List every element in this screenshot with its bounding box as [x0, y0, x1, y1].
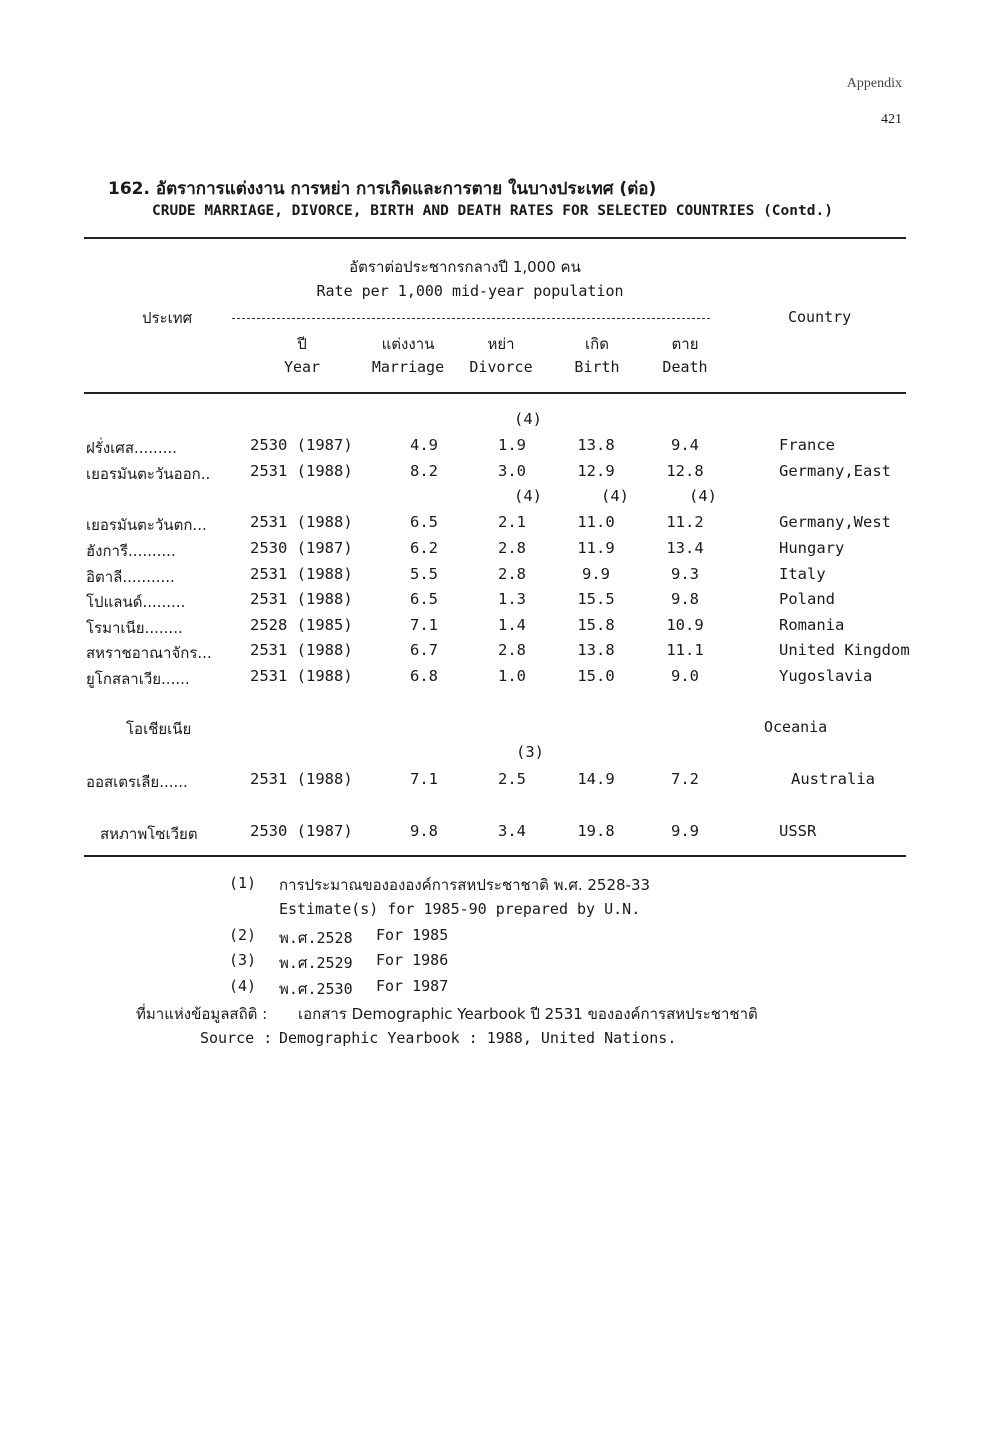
marriage-rate-cell: 9.8 [410, 822, 438, 840]
table-title-thai: 162. อัตราการแต่งงาน การหย่า การเกิดและการตาย ในบางประเทศ (ต่อ) [108, 179, 657, 199]
col-year-thai: ปี [297, 335, 307, 353]
country-name-thai: ออสเตรเลีย...... [86, 773, 188, 791]
year-cell: 2530 (1987) [250, 822, 353, 840]
divorce-rate-cell: 1.0 [498, 667, 526, 685]
note-mark: (4) [229, 977, 257, 995]
country-name-english: Germany,West [779, 513, 891, 531]
country-name-english: USSR [779, 822, 817, 840]
country-name-english: Germany,East [779, 462, 891, 480]
year-cell: 2531 (1988) [250, 590, 353, 608]
death-rate-cell: 9.4 [671, 436, 699, 454]
birth-rate-cell: 13.8 [577, 436, 615, 454]
birth-rate-cell: 13.8 [577, 641, 615, 659]
note-year-english: For 1986 [376, 951, 449, 969]
table-title-english: CRUDE MARRIAGE, DIVORCE, BIRTH AND DEATH RATES FOR SELECTED COUNTRIES (Contd.) [152, 203, 833, 219]
note-text-english: Estimate(s) for 1985-90 prepared by U.N. [279, 900, 641, 918]
table-bottom-rule [84, 855, 906, 857]
country-name-thai: โรมาเนีย........ [86, 619, 183, 637]
divorce-rate-cell: 1.4 [498, 616, 526, 634]
divorce-rate-cell: 2.8 [498, 565, 526, 583]
col-birth-thai: เกิด [585, 335, 609, 353]
source-label-english: Source : [200, 1029, 273, 1047]
birth-rate-cell: 9.9 [582, 565, 610, 583]
divorce-rate-cell: 3.0 [498, 462, 526, 480]
source-text-thai: เอกสาร Demographic Yearbook ปี 2531 ขององค์การสหประชาชาติ [298, 1005, 758, 1023]
marriage-rate-cell: 6.2 [410, 539, 438, 557]
death-rate-cell: 9.8 [671, 590, 699, 608]
country-name-english: Italy [779, 565, 826, 583]
birth-rate-cell: 11.9 [577, 539, 615, 557]
marriage-rate-cell: 6.5 [410, 590, 438, 608]
col-marriage-thai: แต่งงาน [381, 335, 435, 353]
country-name-thai: ฝรั่งเศส......... [86, 439, 177, 457]
country-header-thai: ประเทศ [142, 309, 193, 327]
country-name-english: Hungary [779, 539, 845, 557]
marriage-rate-cell: 5.5 [410, 565, 438, 583]
note-text-thai: การประมาณของององค์การสหประชาชาติ พ.ศ. 2528-33 [279, 876, 651, 894]
death-rate-cell: 11.1 [666, 641, 704, 659]
year-cell: 2530 (1987) [250, 436, 353, 454]
country-name-thai: เยอรมันตะวันตก... [86, 516, 207, 534]
divorce-rate-cell: 2.5 [498, 770, 526, 788]
death-rate-cell: 13.4 [666, 539, 704, 557]
header-bottom-rule [84, 392, 906, 394]
divorce-rate-cell: 1.9 [498, 436, 526, 454]
footnote-mark: (4) [689, 487, 717, 505]
note-mark: (1) [229, 874, 257, 892]
country-name-thai: โปแลนด์......... [86, 593, 186, 611]
death-rate-cell: 9.3 [671, 565, 699, 583]
year-cell: 2531 (1988) [250, 770, 353, 788]
page-number: 421 [881, 112, 902, 127]
country-name-english: Yugoslavia [779, 667, 873, 685]
country-name-thai: ยูโกสลาเวีย...... [86, 670, 190, 688]
death-rate-cell: 10.9 [666, 616, 704, 634]
birth-rate-cell: 11.0 [577, 513, 615, 531]
birth-rate-cell: 19.8 [577, 822, 615, 840]
note-year-english: For 1985 [376, 926, 449, 944]
col-divorce-english: Divorce [469, 358, 533, 376]
birth-rate-cell: 15.0 [577, 667, 615, 685]
country-name-english: United Kingdom [779, 641, 910, 659]
page-section-label: Appendix [846, 76, 902, 91]
death-rate-cell: 11.2 [666, 513, 704, 531]
table-top-rule [84, 237, 906, 239]
footnote-mark: (4) [514, 410, 542, 428]
marriage-rate-cell: 4.9 [410, 436, 438, 454]
birth-rate-cell: 15.8 [577, 616, 615, 634]
year-cell: 2531 (1988) [250, 462, 353, 480]
header-dashed-divider [232, 318, 710, 319]
year-cell: 2531 (1988) [250, 565, 353, 583]
rate-header-thai: อัตราต่อประชากรกลางปี 1,000 คน [349, 258, 581, 276]
year-cell: 2531 (1988) [250, 667, 353, 685]
death-rate-cell: 12.8 [666, 462, 704, 480]
col-divorce-thai: หย่า [487, 335, 515, 353]
note-year-thai: พ.ศ.2529 [279, 954, 353, 972]
divorce-rate-cell: 3.4 [498, 822, 526, 840]
death-rate-cell: 9.9 [671, 822, 699, 840]
year-cell: 2530 (1987) [250, 539, 353, 557]
marriage-rate-cell: 6.5 [410, 513, 438, 531]
year-cell: 2531 (1988) [250, 513, 353, 531]
marriage-rate-cell: 7.1 [410, 770, 438, 788]
country-name-english: France [779, 436, 835, 454]
region-label-english: Oceania [764, 718, 828, 736]
marriage-rate-cell: 6.8 [410, 667, 438, 685]
year-cell: 2528 (1985) [250, 616, 353, 634]
col-death-thai: ตาย [671, 335, 699, 353]
death-rate-cell: 7.2 [671, 770, 699, 788]
country-name-english: Romania [779, 616, 845, 634]
country-name-thai: อิตาลี........... [86, 568, 175, 586]
marriage-rate-cell: 6.7 [410, 641, 438, 659]
country-name-english: Australia [791, 770, 875, 788]
note-year-thai: พ.ศ.2528 [279, 929, 353, 947]
country-name-thai: ฮังการี.......... [86, 542, 176, 560]
birth-rate-cell: 12.9 [577, 462, 615, 480]
source-label-thai: ที่มาแห่งข้อมูลสถิติ : [136, 1005, 268, 1023]
marriage-rate-cell: 8.2 [410, 462, 438, 480]
note-mark: (2) [229, 926, 257, 944]
divorce-rate-cell: 2.8 [498, 641, 526, 659]
footnote-mark: (4) [601, 487, 629, 505]
country-name-english: Poland [779, 590, 835, 608]
source-text-english: Demographic Yearbook : 1988, United Nations. [279, 1029, 677, 1047]
divorce-rate-cell: 2.1 [498, 513, 526, 531]
region-label-thai: โอเชียเนีย [126, 720, 192, 738]
year-cell: 2531 (1988) [250, 641, 353, 659]
birth-rate-cell: 14.9 [577, 770, 615, 788]
col-birth-english: Birth [574, 358, 620, 376]
marriage-rate-cell: 7.1 [410, 616, 438, 634]
note-mark: (3) [229, 951, 257, 969]
death-rate-cell: 9.0 [671, 667, 699, 685]
divorce-rate-cell: 2.8 [498, 539, 526, 557]
col-year-english: Year [283, 358, 321, 376]
footnote-mark: (4) [514, 487, 542, 505]
footnote-mark: (3) [516, 743, 544, 761]
col-marriage-english: Marriage [371, 358, 445, 376]
note-year-thai: พ.ศ.2530 [279, 980, 353, 998]
country-name-thai: สหภาพโซเวียต [100, 825, 198, 843]
note-year-english: For 1987 [376, 977, 449, 995]
divorce-rate-cell: 1.3 [498, 590, 526, 608]
country-header-english: Country [788, 308, 852, 326]
col-death-english: Death [662, 358, 708, 376]
country-name-thai: สหราชอาณาจักร... [86, 644, 212, 662]
country-name-thai: เยอรมันตะวันออก.. [86, 465, 211, 483]
birth-rate-cell: 15.5 [577, 590, 615, 608]
rate-header-english: Rate per 1,000 mid-year population [316, 282, 624, 300]
